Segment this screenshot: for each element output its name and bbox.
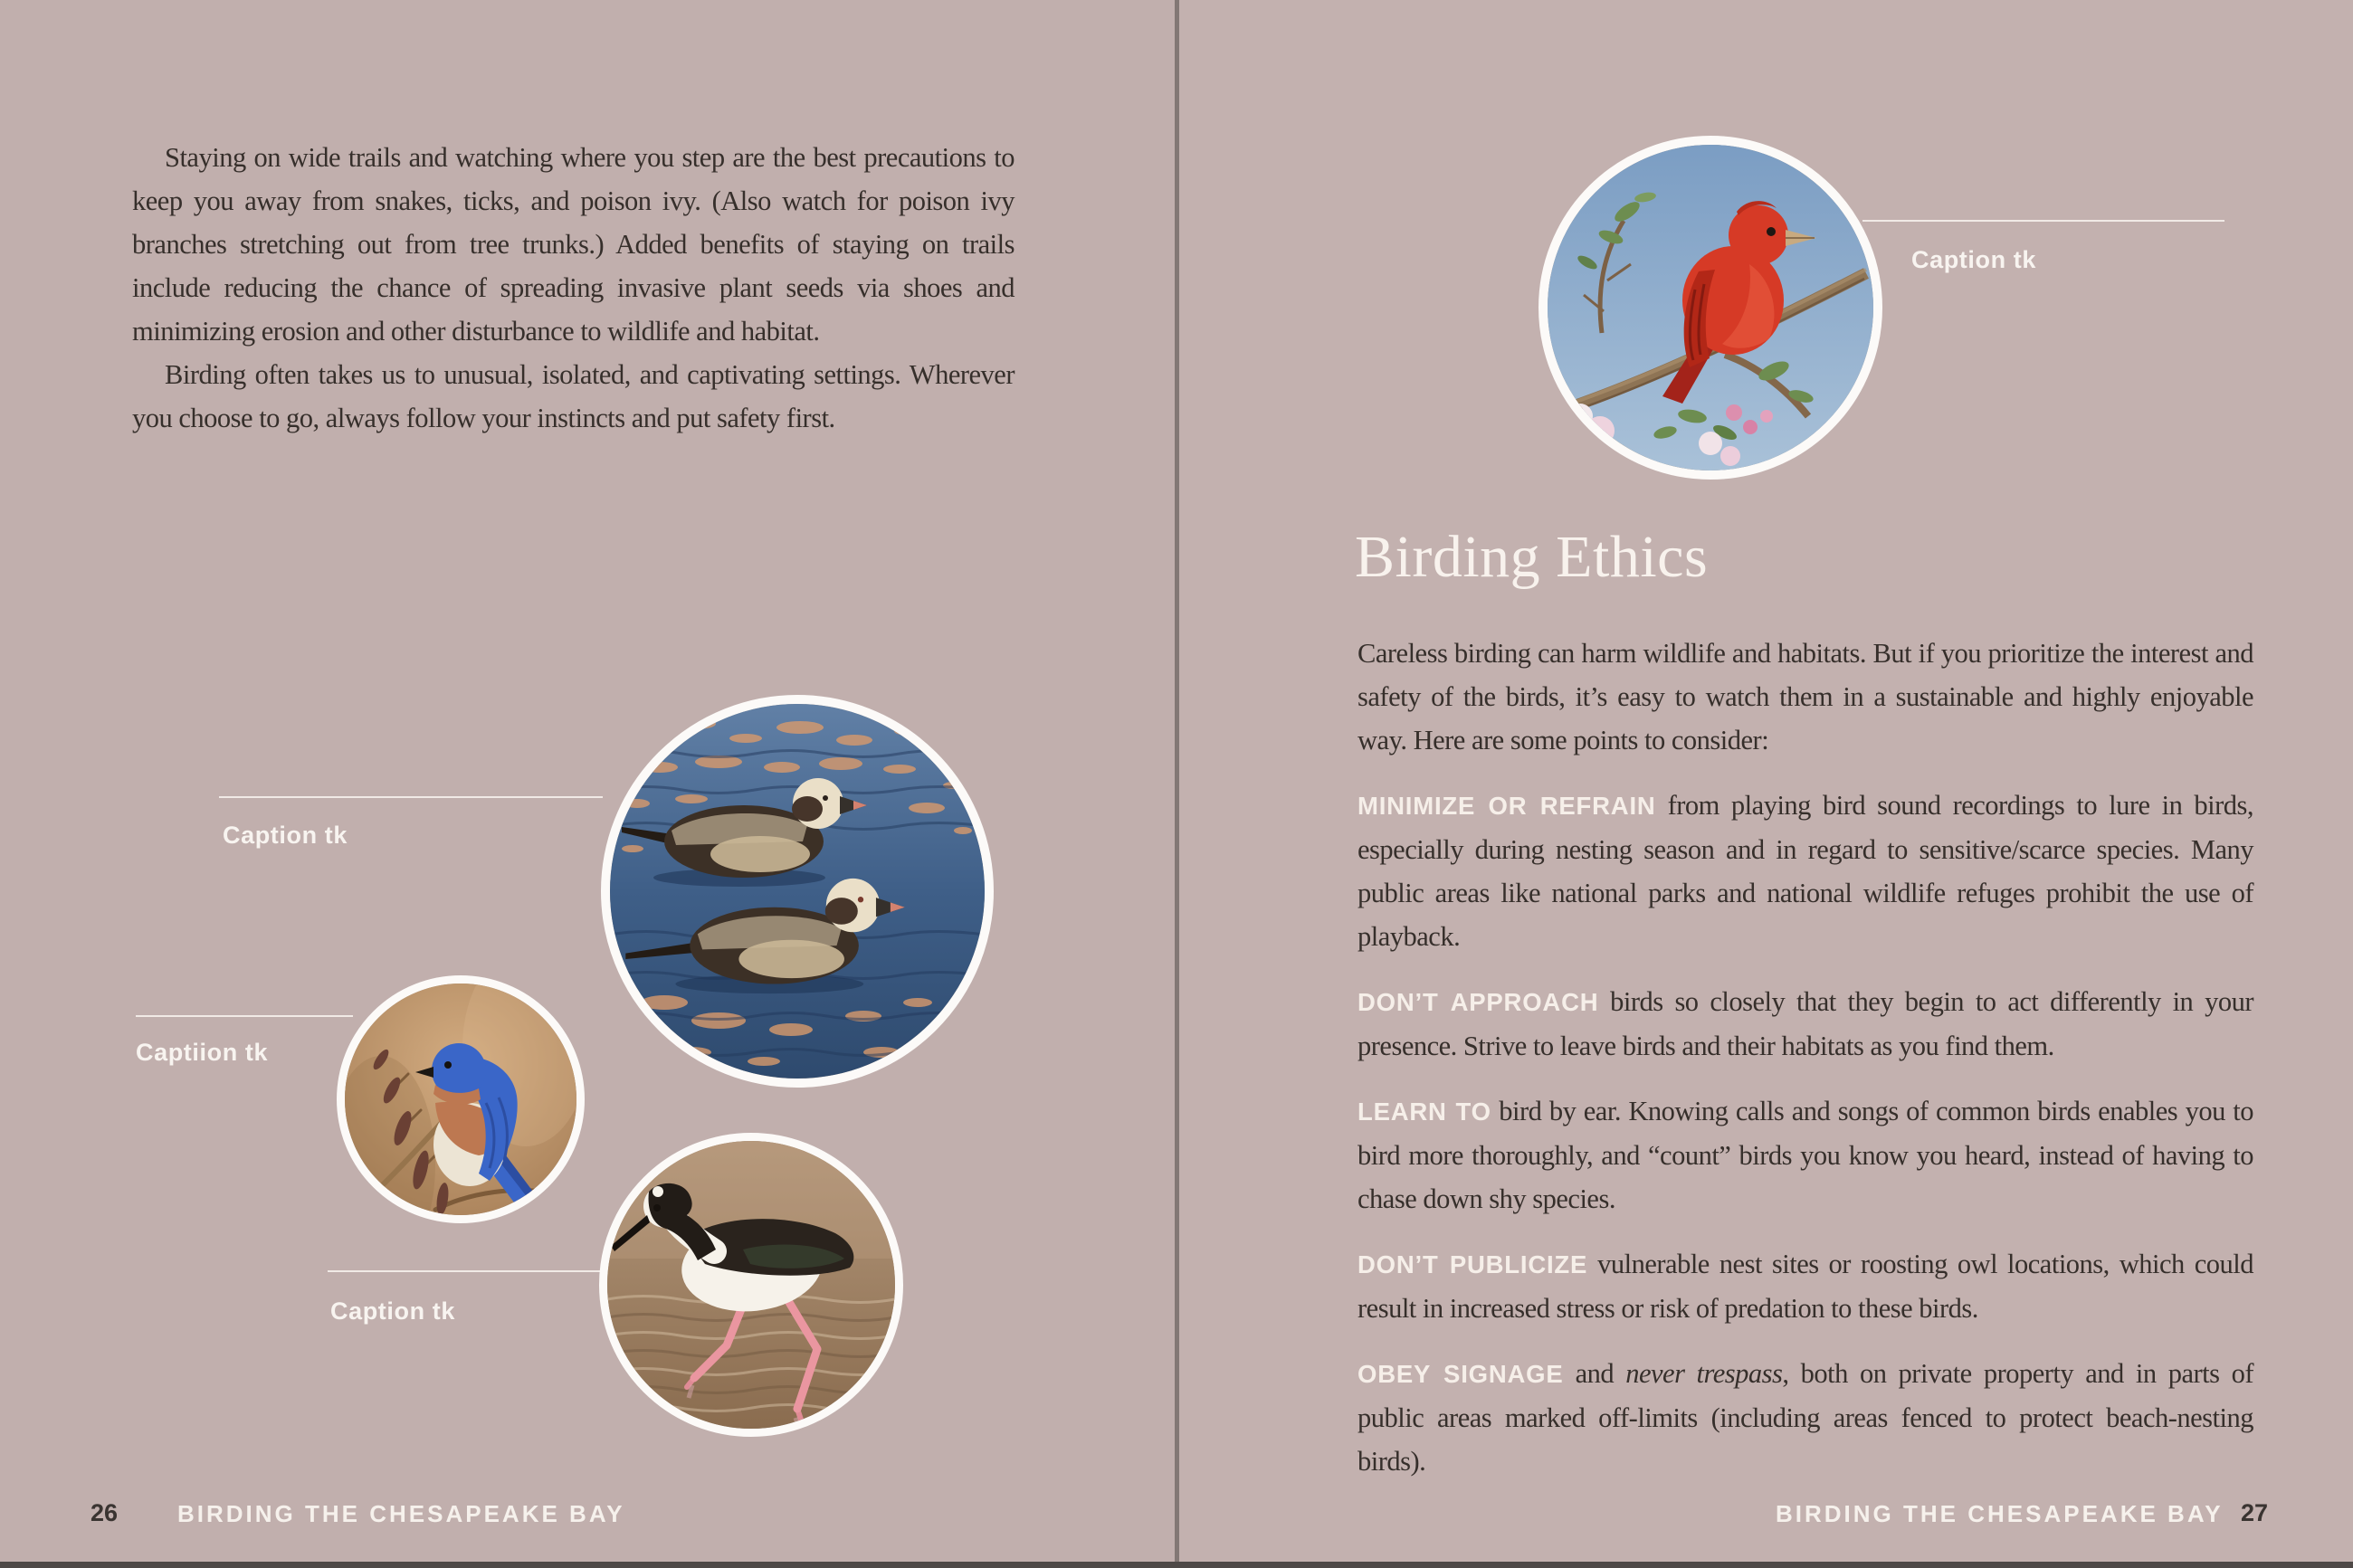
caption-label: Caption tk — [1911, 246, 2036, 273]
ethics-text: , both on private property and in parts of public areas marked off-limits (including areas fenced to protect beach-nesting birds). — [1358, 1358, 2253, 1477]
caption-label: Caption tk — [330, 1297, 455, 1325]
ethics-point — [1358, 784, 2253, 958]
tanager-photo — [1538, 136, 1882, 480]
caption-rule — [1862, 220, 2224, 222]
ethics-lead-in: MINIMIZE OR REFRAIN — [1358, 792, 1656, 820]
intro-paragraph: Careless birding can harm wildlife and habitats. But if you prioritize the interest and safety of the birds, it’s easy to watch them in a sustainable and highly enjoyable way. Here are some points to consider: — [1358, 638, 2253, 755]
ethics-lead-in: OBEY SIGNAGE — [1358, 1360, 1564, 1388]
bluebird-photo — [337, 975, 585, 1223]
right-page-body — [1358, 632, 2253, 1505]
body-paragraph: Staying on wide trails and watching where you step are the best precautions to keep you away from snakes, ticks, and poison ivy. (Also watch for poison ivy branches stretching out from tree trunks.) Added benefits of staying on trails include reducing the chance of spreading invasive plant seeds via shoes and minimizing erosion and other disturbance to wildlife and habitat. — [132, 142, 1015, 347]
page-number: 26 — [90, 1499, 119, 1526]
ethics-text: and — [1563, 1358, 1626, 1389]
ethics-text: vulnerable nest sites or roosting owl locations, which could result in increased stress or risk of predation to these birds. — [1358, 1249, 2253, 1324]
stilt-photo-illustration — [607, 1141, 895, 1429]
ethics-lead-in: DON’T PUBLICIZE — [1358, 1250, 1588, 1278]
caption-rule — [136, 1015, 353, 1017]
black-necked-stilt-photo — [599, 1133, 903, 1437]
ethics-text: from playing bird sound recordings to lure in birds, especially during nesting season and in regard to sensitive/scarce species. Many public areas like national parks and national wildlife refuges prohibit the use of playback. — [1358, 790, 2254, 952]
body-paragraph: Birding often takes us to unusual, isolated, and captivating settings. Wherever you choose to go, always follow your instincts and put safety first. — [132, 359, 1015, 433]
page-bottom-edge — [0, 1562, 2353, 1568]
caption-rule — [328, 1270, 603, 1272]
tanager-photo-illustration — [1548, 145, 1873, 470]
page-number: 27 — [2241, 1499, 2269, 1526]
ethics-text: birds so closely that they begin to act differently in your presence. Strive to leave birds and their habitats as you find them. — [1358, 986, 2253, 1061]
running-footer-title: BIRDING THE CHESAPEAKE BAY — [1776, 1500, 2224, 1527]
ethics-italic: never trespass — [1625, 1358, 1783, 1389]
page-gutter-divider — [1175, 0, 1179, 1568]
caption-label: Caption tk — [223, 822, 348, 849]
page-title: Birding Ethics — [1355, 524, 1709, 590]
ethics-point — [1358, 1352, 2253, 1483]
ethics-lead-in: LEARN TO — [1358, 1098, 1491, 1126]
ethics-text: bird by ear. Knowing calls and songs of common birds enables you to bird more thoroughly, and “count” birds you know you heard, instead of having to chase down shy species. — [1358, 1096, 2253, 1214]
caption-label: Captiion tk — [136, 1039, 269, 1066]
long-tailed-ducks-photo — [601, 695, 994, 1088]
caption-rule — [219, 796, 603, 798]
ethics-lead-in: DON’T APPROACH — [1358, 988, 1599, 1016]
left-page-body — [132, 136, 1015, 440]
bluebird-photo-illustration — [345, 984, 576, 1215]
ethics-point — [1358, 1242, 2253, 1330]
running-footer-title: BIRDING THE CHESAPEAKE BAY — [177, 1500, 625, 1527]
ducks-photo-illustration — [610, 704, 985, 1079]
ethics-point — [1358, 980, 2253, 1068]
ethics-point — [1358, 1089, 2253, 1221]
